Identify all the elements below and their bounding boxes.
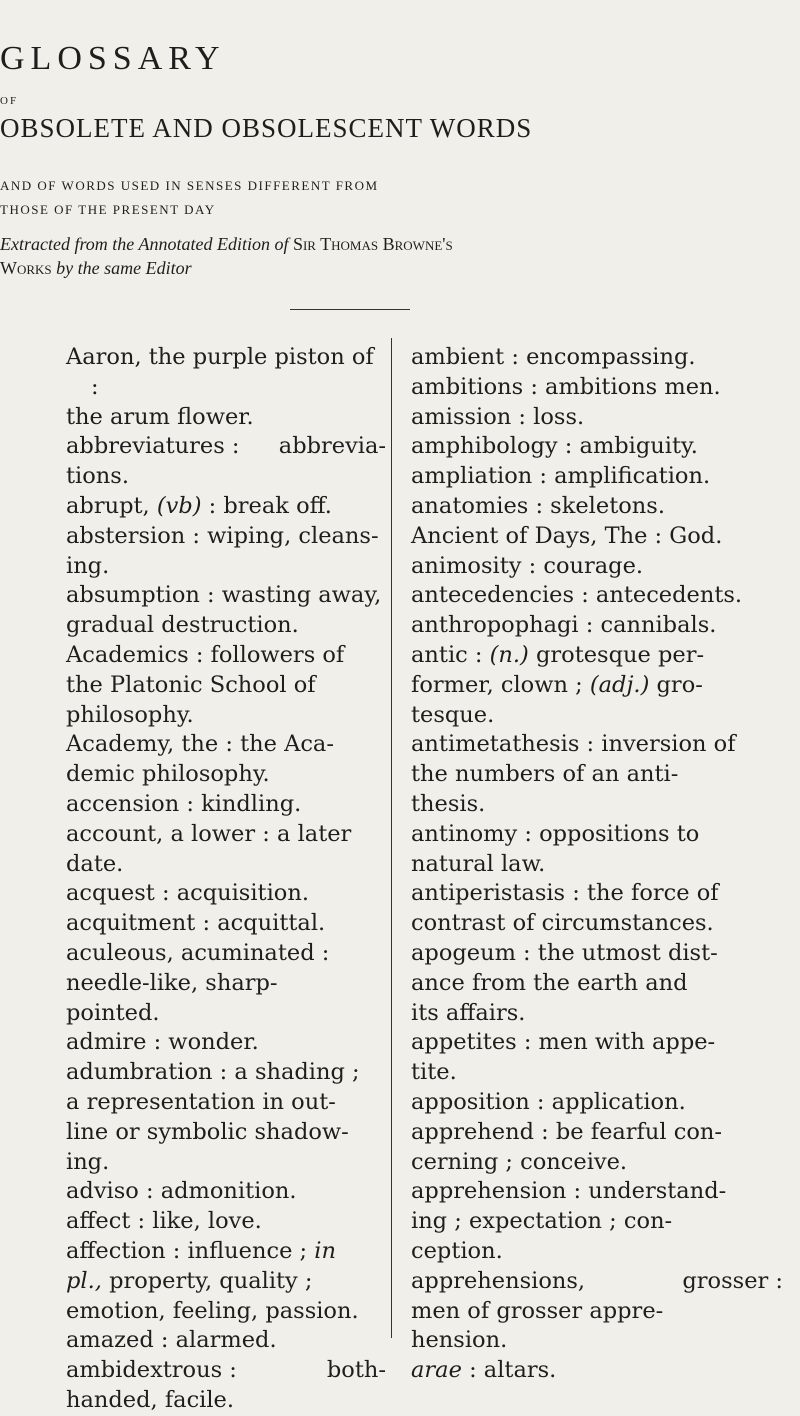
entry-text: ambitions : ambitions men. — [411, 373, 721, 400]
entry-italic: (vb) — [156, 492, 202, 519]
entry-line — [66, 403, 386, 433]
entry-text: ance from the earth and — [411, 969, 688, 996]
glossary-entry — [66, 641, 386, 730]
entry-text: pointed. — [66, 999, 160, 1026]
entry-line — [411, 939, 783, 969]
entry-text: : break off. — [208, 492, 332, 519]
entry-line — [411, 671, 783, 701]
entry-line — [66, 1118, 386, 1148]
entry-text: absumption : wasting away, — [66, 582, 382, 609]
entry-text: anthropophagi : cannibals. — [411, 612, 717, 639]
entry-text: ception. — [411, 1237, 503, 1264]
entry-text: adumbration : a shading ; — [66, 1059, 360, 1086]
entry-line — [411, 403, 783, 433]
glossary-entry — [66, 1177, 386, 1207]
entry-text: grotesque per- — [536, 641, 705, 668]
entry-text: apprehension : understand- — [411, 1178, 727, 1205]
glossary-entry — [411, 373, 783, 403]
entry-text: Academics : followers of — [66, 641, 345, 668]
glossary-entry — [411, 1177, 783, 1266]
entry-line — [411, 790, 783, 820]
entry-text: date. — [66, 850, 124, 877]
entry-text: admire : wonder. — [66, 1029, 259, 1056]
entry-text: the numbers of an anti- — [411, 761, 679, 788]
entry-line — [66, 820, 386, 850]
entry-line — [411, 760, 783, 790]
entry-text: emotion, feeling, passion. — [66, 1297, 359, 1324]
entry-text: tions. — [66, 463, 129, 490]
source-works: Works — [0, 258, 52, 278]
entry-line — [411, 1058, 783, 1088]
entry-line — [411, 1207, 783, 1237]
entry-line — [411, 462, 783, 492]
source-author: Sir Thomas Browne's — [292, 234, 453, 254]
entry-text: line or symbolic shadow- — [66, 1118, 349, 1145]
entry-text: cerning ; conceive. — [411, 1148, 628, 1175]
entry-line — [66, 969, 386, 999]
entry-line — [66, 611, 386, 641]
entry-text: antiperistasis : the force of — [411, 880, 719, 907]
glossary-entry — [411, 730, 783, 819]
entry-text: gro- — [656, 671, 703, 698]
entry-text: men of grosser appre- — [411, 1297, 664, 1324]
entry-line — [411, 1148, 783, 1178]
column-divider — [391, 338, 392, 1338]
glossary-entry — [66, 939, 386, 1028]
glossary-entry — [66, 581, 386, 641]
entry-text: Academy, the : the Aca- — [66, 731, 334, 758]
glossary-entry — [411, 1267, 783, 1356]
entry-line — [411, 1118, 783, 1148]
entry-text: grosser : — [682, 1267, 783, 1294]
entry-line — [411, 1326, 783, 1356]
entry-text: Aaron, the purple piston of : — [66, 344, 374, 400]
glossary-entry — [411, 611, 783, 641]
entry-line — [66, 1088, 386, 1118]
entry-text: its affairs. — [411, 999, 526, 1026]
entry-line — [411, 1028, 783, 1058]
glossary-entry — [66, 879, 386, 909]
entry-line — [411, 522, 783, 552]
entry-text: acquitment : acquittal. — [66, 910, 326, 937]
entry-text: ing. — [66, 1148, 110, 1175]
entry-text: contrast of circumstances. — [411, 910, 714, 937]
entry-text: former, clown ; — [411, 671, 583, 698]
entry-text: needle-like, sharp- — [66, 969, 278, 996]
entry-text: abrupt, — [66, 492, 150, 519]
glossary-entry — [411, 492, 783, 522]
entry-line — [66, 1386, 386, 1416]
entry-text: the Platonic School of — [66, 671, 316, 698]
entry-line — [411, 1237, 783, 1267]
entry-text: Ancient of Days, The : God. — [411, 522, 723, 549]
glossary-entry — [66, 1207, 386, 1237]
title-of: OF — [0, 95, 19, 107]
entry-text: antimetathesis : inversion of — [411, 731, 736, 758]
glossary-entry — [66, 909, 386, 939]
glossary-entry — [411, 820, 783, 880]
entry-text: property, quality ; — [109, 1267, 313, 1294]
glossary-entry — [411, 1118, 783, 1178]
entry-line — [66, 879, 386, 909]
entry-text: both- — [326, 1357, 386, 1384]
glossary-entry — [411, 1088, 783, 1118]
glossary-entry — [66, 1356, 386, 1416]
entry-text: demic philosophy. — [66, 761, 270, 788]
glossary-entry — [411, 581, 783, 611]
entry-text: amazed : alarmed. — [66, 1327, 277, 1354]
glossary-entry — [411, 1356, 783, 1386]
entry-line — [66, 581, 386, 611]
glossary-entry — [66, 343, 386, 432]
glossary-entry — [411, 522, 783, 552]
entry-line — [66, 701, 386, 731]
glossary-entry — [411, 403, 783, 433]
entry-line — [411, 969, 783, 999]
entry-line — [411, 581, 783, 611]
entry-line — [411, 552, 783, 582]
entry-text: amphibology : ambiguity. — [411, 433, 698, 460]
entry-text: ing ; expectation ; con- — [411, 1208, 673, 1235]
glossary-entry — [66, 432, 386, 492]
entry-line — [411, 1356, 783, 1386]
entry-line — [66, 1237, 386, 1267]
glossary-subtitle: OBSOLETE AND OBSOLESCENT WORDS — [0, 113, 533, 143]
entry-text: a representation in out- — [66, 1088, 336, 1115]
glossary-entry — [411, 343, 783, 373]
entry-line — [411, 701, 783, 731]
entry-text: apprehensions, — [411, 1267, 586, 1294]
glossary-entry — [411, 641, 783, 730]
entry-text: aculeous, acuminated : — [66, 939, 330, 966]
entry-text: antinomy : oppositions to — [411, 820, 700, 847]
entry-italic: (n.) — [489, 641, 529, 668]
entry-text: account, a lower : a later — [66, 820, 352, 847]
entry-line — [411, 909, 783, 939]
entry-line — [66, 641, 386, 671]
glossary-entry — [66, 730, 386, 790]
entry-line — [66, 1058, 386, 1088]
entry-text: hension. — [411, 1327, 508, 1354]
entry-line — [66, 1326, 386, 1356]
entry-line — [411, 343, 783, 373]
entry-line — [66, 850, 386, 880]
entry-text: acquest : acquisition. — [66, 880, 309, 907]
entry-line — [411, 492, 783, 522]
glossary-entry — [411, 939, 783, 1028]
glossary-entry — [411, 1028, 783, 1088]
entry-text: philosophy. — [66, 701, 194, 728]
entry-text: handed, facile. — [66, 1386, 235, 1413]
left-column — [66, 343, 386, 1416]
source-note — [0, 232, 800, 280]
entry-text: antic : — [411, 641, 483, 668]
glossary-entry — [66, 522, 386, 582]
glossary-entry — [66, 492, 386, 522]
entry-text: ampliation : amplification. — [411, 463, 711, 490]
entry-text: appetites : men with appe- — [411, 1029, 716, 1056]
glossary-entry — [66, 1028, 386, 1058]
entry-line — [66, 1177, 386, 1207]
entry-text: ing. — [66, 552, 110, 579]
entry-text: adviso : admonition. — [66, 1178, 297, 1205]
entry-text: affection : influence ; — [66, 1237, 308, 1264]
entry-text: antecedencies : antecedents. — [411, 582, 743, 609]
glossary-title: GLOSSARY — [0, 40, 226, 77]
entry-italic: in — [314, 1237, 336, 1264]
entry-text: ambidextrous : — [66, 1357, 237, 1384]
entry-line — [411, 1177, 783, 1207]
entry-line — [411, 373, 783, 403]
entry-line — [411, 432, 783, 462]
entry-text: accension : kindling. — [66, 790, 302, 817]
glossary-entry — [66, 1237, 386, 1267]
entry-italic: arae — [411, 1357, 462, 1384]
entry-line — [66, 1207, 386, 1237]
entry-text: : altars. — [469, 1357, 557, 1384]
entry-line — [66, 432, 386, 462]
glossary-entry — [66, 1058, 386, 1177]
entry-line — [411, 1088, 783, 1118]
entry-text: animosity : courage. — [411, 552, 644, 579]
entry-text: anatomies : skeletons. — [411, 492, 665, 519]
glossary-entry — [66, 790, 386, 820]
glossary-entry — [411, 462, 783, 492]
source-suffix: by the same Editor — [56, 258, 192, 278]
right-column — [411, 343, 783, 1386]
glossary-entry — [66, 1297, 386, 1327]
glossary-entry — [66, 820, 386, 880]
glossary-entry — [66, 1267, 386, 1297]
entry-line — [66, 462, 386, 492]
subtitle-line-1: AND OF WORDS USED IN SENSES DIFFERENT FROM — [0, 178, 379, 193]
entry-line — [66, 1356, 386, 1386]
entry-line — [411, 879, 783, 909]
entry-text: abbrevia- — [278, 433, 386, 460]
entry-line — [66, 1148, 386, 1178]
entry-line — [411, 611, 783, 641]
entry-line — [66, 522, 386, 552]
entry-line — [66, 343, 386, 403]
entry-text: thesis. — [411, 790, 486, 817]
glossary-entry — [66, 1326, 386, 1356]
entry-line — [66, 790, 386, 820]
glossary-entry — [411, 432, 783, 462]
entry-line — [66, 939, 386, 969]
entry-text: apposition : application. — [411, 1088, 686, 1115]
entry-italic: pl., — [66, 1267, 102, 1294]
entry-line — [66, 492, 386, 522]
source-prefix: Extracted from the Annotated Edition of — [0, 234, 289, 254]
glossary-entry — [411, 879, 783, 939]
entry-line — [66, 671, 386, 701]
entry-text: natural law. — [411, 850, 546, 877]
entry-line — [66, 760, 386, 790]
entry-line — [411, 820, 783, 850]
entry-line — [66, 909, 386, 939]
entry-line — [411, 999, 783, 1029]
entry-line — [66, 1297, 386, 1327]
entry-line — [66, 552, 386, 582]
entry-text: ambient : encompassing. — [411, 344, 696, 370]
entry-text: apogeum : the utmost dist- — [411, 939, 718, 966]
header-divider — [290, 309, 410, 310]
entry-line — [411, 1297, 783, 1327]
entry-line — [411, 850, 783, 880]
entry-text: apprehend : be fearful con- — [411, 1118, 722, 1145]
entry-text: amission : loss. — [411, 403, 585, 430]
entry-line — [66, 730, 386, 760]
entry-line — [411, 641, 783, 671]
entry-line — [66, 1267, 386, 1297]
entry-text: tite. — [411, 1059, 457, 1086]
entry-line — [411, 1267, 783, 1297]
entry-text: the arum flower. — [66, 403, 254, 430]
glossary-entry — [411, 552, 783, 582]
entry-line — [411, 730, 783, 760]
entry-text: abbreviatures : — [66, 433, 240, 460]
entry-italic: (adj.) — [589, 671, 650, 698]
entry-text: tesque. — [411, 701, 495, 728]
entry-line — [66, 999, 386, 1029]
subtitle-line-2: THOSE OF THE PRESENT DAY — [0, 202, 216, 217]
entry-text: gradual destruction. — [66, 612, 299, 639]
entry-text: affect : like, love. — [66, 1208, 262, 1235]
entry-text: abstersion : wiping, cleans- — [66, 522, 379, 549]
entry-line — [66, 1028, 386, 1058]
